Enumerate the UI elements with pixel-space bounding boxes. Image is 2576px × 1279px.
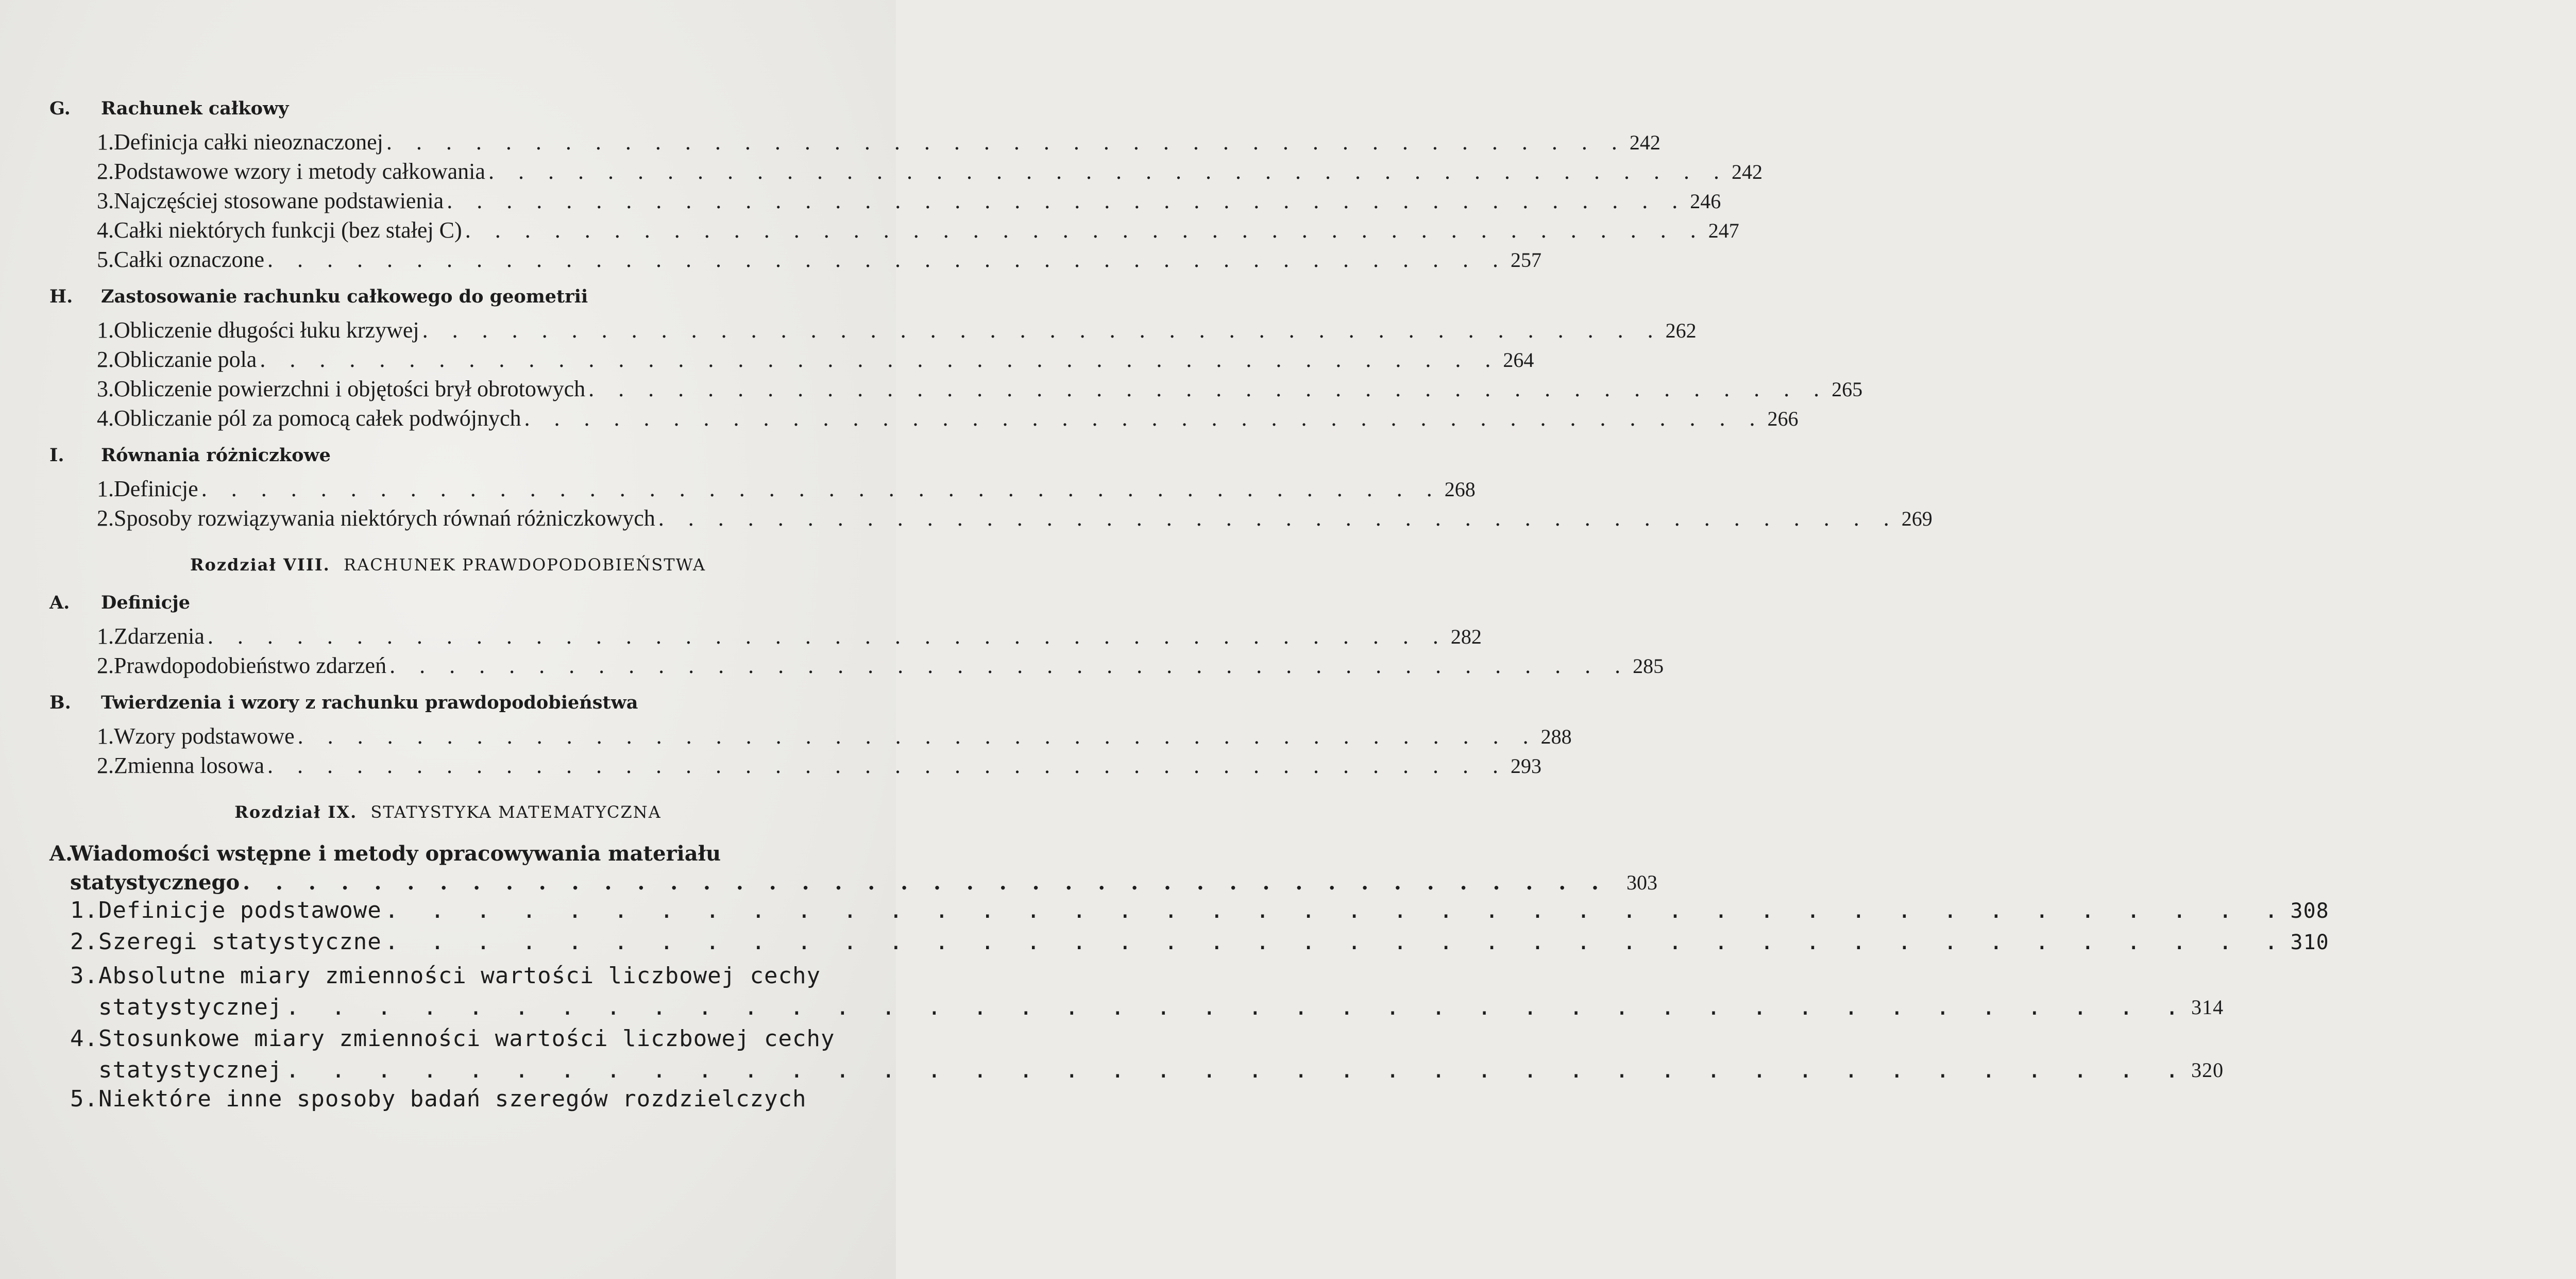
toc-entry [49, 897, 2329, 929]
toc-section [49, 286, 1863, 434]
page-number: 282 [1450, 625, 1482, 648]
entry-label: Najczęściej stosowane podstawienia [114, 188, 444, 213]
entry-text-block [98, 1023, 2191, 1086]
page-number: 314 [2191, 996, 2224, 1019]
dot-leader [655, 505, 1902, 531]
dot-leader [382, 897, 2291, 923]
toc-entry [49, 723, 1572, 752]
entry-number: 2. [97, 506, 114, 531]
toc-entry [49, 129, 1660, 158]
toc-entry [49, 317, 1697, 346]
entry-label: Niektóre inne sposoby badań szeregów rozdzielczych [98, 1086, 807, 1112]
chapter-label: Rozdział IX. [234, 802, 358, 822]
entry-number: 3. [97, 376, 114, 401]
entry-label-line [98, 991, 2191, 1023]
entry-label: Obliczanie pól za pomocą całek podwójnych [114, 406, 521, 431]
entry-number: 1. [97, 624, 114, 649]
toc-entry [49, 376, 1863, 405]
entry-number: 1. [97, 476, 114, 501]
section-heading [49, 592, 846, 623]
section-title: Twierdzenia i wzory z rachunku prawdopodobieństwa [101, 692, 638, 713]
dot-leader [382, 929, 2291, 955]
page-number: 247 [1708, 219, 1739, 242]
section-letter: I. [49, 445, 64, 466]
entry-number: 4. [97, 217, 114, 243]
section-title: Równania różniczkowe [101, 445, 331, 466]
dot-leader [485, 158, 1732, 184]
page-number: 310 [2290, 931, 2329, 954]
entry-label-line [98, 1054, 2191, 1086]
dot-leader [444, 188, 1690, 214]
section-letter: A. [49, 842, 73, 866]
section-heading [49, 98, 846, 129]
entry-label: Wzory podstawowe [114, 723, 295, 749]
toc-entry [49, 929, 2329, 960]
entry-label: Całki oznaczone [114, 247, 264, 272]
entry-label: Definicje [114, 476, 198, 501]
toc-entry [49, 623, 1482, 652]
section-title-line [70, 868, 1657, 897]
entry-list-wrapped [49, 960, 2224, 1086]
section-title: Rachunek całkowy [101, 98, 289, 119]
entry-label: Całki niektórych funkcji (bez stałej C) [114, 217, 462, 243]
entry-number: 2. [97, 159, 114, 184]
chapter-title: RACHUNEK PRAWDOPODOBIEŃSTWA [343, 555, 706, 575]
dot-leader [585, 376, 1832, 402]
toc-entry [49, 188, 1721, 217]
page-number: 266 [1767, 407, 1799, 430]
toc-entry [49, 652, 1664, 682]
section-title-cont: statystycznego [70, 870, 240, 895]
section-letter: B. [49, 692, 71, 713]
sections-group-a [49, 98, 1933, 534]
toc-section [49, 592, 1664, 682]
toc-entry-wrapped [49, 1023, 2224, 1086]
entry-list [49, 897, 2329, 960]
chapter-label: Rozdział VIII. [190, 555, 330, 575]
dot-leader [282, 1054, 2191, 1086]
page-number: 303 [1626, 871, 1657, 894]
dot-leader [282, 991, 2191, 1023]
entry-label: Podstawowe wzory i metody całkowania [114, 159, 485, 184]
entry-number: 1. [97, 129, 114, 155]
entry-number: 4. [97, 406, 114, 431]
toc-entry [49, 505, 1933, 534]
section-letter: H. [49, 286, 73, 307]
dot-leader [462, 217, 1708, 243]
dot-leader [386, 652, 1633, 679]
entry-label: Zdarzenia [114, 624, 205, 649]
page-number: 285 [1633, 654, 1664, 678]
dot-leader [383, 129, 1630, 155]
page-number: 242 [1629, 131, 1660, 154]
entry-number: 5. [70, 1086, 98, 1112]
entry-number: 1. [97, 723, 114, 749]
entry-label-cont: statystycznej [98, 1057, 283, 1083]
entry-label: Szeregi statystyczne [98, 929, 382, 955]
entry-label: Obliczanie pola [114, 347, 257, 372]
dot-leader [240, 868, 1611, 897]
entry-number: 5. [97, 247, 114, 272]
toc-entry [49, 752, 1542, 782]
section-heading [49, 286, 846, 317]
entry-label-cont: statystycznej [98, 994, 283, 1020]
entry-number: 3. [97, 188, 114, 213]
entry-label: Prawdopodobieństwo zdarzeń [114, 653, 387, 678]
entry-label: Definicje podstawowe [98, 897, 382, 923]
dot-leader [198, 476, 1445, 502]
dot-leader [521, 405, 1767, 431]
entry-label: Obliczenie powierzchni i objętości brył obrotowych [114, 376, 586, 401]
entry-number: 2. [97, 347, 114, 372]
section-title: Definicje [101, 592, 191, 613]
toc-entry [49, 476, 1476, 505]
entry-label: Obliczenie długości łuku krzywej [114, 317, 419, 343]
entry-number: 2. [97, 653, 114, 678]
section-heading [49, 445, 846, 476]
toc-entry [49, 1086, 846, 1117]
page-number: 308 [2290, 899, 2329, 923]
toc-section [49, 98, 1762, 276]
section-title: Zastosowanie rachunku całkowego do geometrii [101, 286, 588, 307]
entry-label: Stosunkowe miary zmienności wartości liczbowej cechy [98, 1025, 835, 1052]
entry-number: 2. [97, 753, 114, 778]
section-letter: G. [49, 98, 71, 119]
toc-section [49, 445, 1933, 534]
page-number: 265 [1832, 378, 1863, 401]
toc-entry [49, 405, 1799, 434]
sections-group-b [49, 592, 1664, 782]
entry-label: Definicja całki nieoznaczonej [114, 129, 383, 155]
entry-number: 2. [70, 929, 98, 955]
entry-label: Zmienna losowa [114, 753, 265, 778]
toc-entry-wrapped [49, 960, 2224, 1023]
entry-number: 1. [70, 897, 98, 923]
section-letter: A. [49, 592, 70, 613]
page-number: 268 [1444, 478, 1476, 501]
page-number: 320 [2191, 1058, 2224, 1082]
dot-leader [419, 317, 1666, 343]
page-number: 262 [1665, 319, 1697, 342]
chapter-title: STATYSTYKA MATEMATYCZNA [370, 802, 662, 822]
toc-entry [49, 217, 1739, 246]
toc-entry [49, 158, 1762, 188]
dot-leader [264, 752, 1511, 779]
entry-number: 4. [70, 1025, 98, 1052]
entry-number: 3. [70, 963, 98, 989]
entry-label: Sposoby rozwiązywania niektórych równań różniczkowych [114, 506, 655, 531]
section-title-block [70, 839, 1657, 897]
dot-leader [264, 246, 1511, 273]
chapter-heading-viii [49, 555, 846, 575]
page-number: 246 [1690, 190, 1721, 213]
page-number: 293 [1511, 754, 1542, 778]
entry-number: 1. [97, 317, 114, 343]
page-number: 257 [1510, 248, 1541, 272]
section-heading [49, 692, 846, 723]
section-statistics [49, 839, 2329, 1117]
page-number: 264 [1503, 348, 1534, 372]
toc-entry [49, 346, 1534, 376]
dot-leader [205, 623, 1451, 649]
page-number: 242 [1731, 160, 1762, 183]
entry-label: Absolutne miary zmienności wartości liczbowej cechy [98, 963, 821, 989]
chapter-heading-ix [49, 802, 846, 822]
section-heading [49, 839, 1657, 897]
page-number: 269 [1901, 507, 1933, 530]
entry-text-block [98, 960, 2191, 1023]
toc-section [49, 692, 1572, 782]
dot-leader [295, 723, 1541, 749]
dot-leader [257, 346, 1503, 373]
page-number: 288 [1540, 725, 1572, 748]
section-title-line: Wiadomości wstępne i metody opracowywania materiału [70, 842, 721, 866]
toc-entry [49, 246, 1541, 276]
